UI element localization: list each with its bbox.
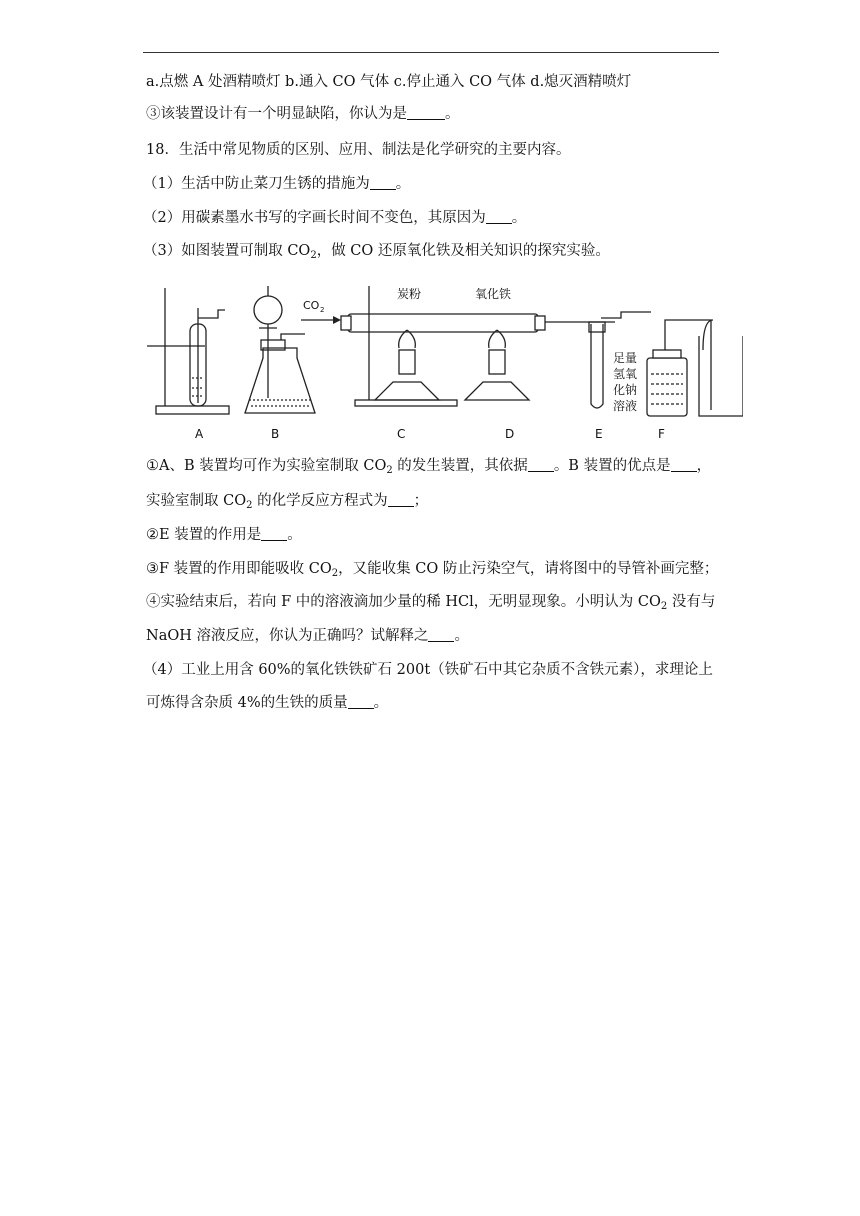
naoh-label-1: 足量 bbox=[613, 351, 638, 365]
co2-label: CO bbox=[303, 299, 320, 312]
text: 。 bbox=[511, 210, 527, 226]
question-18-3-1-cont bbox=[146, 491, 428, 511]
text: ③该装置设计有一个明显缺陷，你认为是 bbox=[146, 106, 407, 122]
apparatus-figure bbox=[143, 278, 743, 448]
text: 。 bbox=[373, 695, 389, 711]
iron-oxide-label: 氧化铁 bbox=[475, 287, 512, 301]
text: 18．生活中常见物质的区别、应用、制法是化学研究的主要内容。 bbox=[146, 142, 571, 158]
subscript: 2 bbox=[386, 465, 393, 476]
question-18-3-3 bbox=[146, 559, 718, 579]
text: 实验室制取 CO bbox=[146, 493, 247, 509]
text: ③F 装置的作用即能吸收 CO bbox=[146, 561, 332, 577]
figure-labels bbox=[195, 427, 665, 441]
question-defect bbox=[146, 104, 460, 124]
text: 的发生装置，其依据 bbox=[392, 458, 528, 474]
label-a: A bbox=[195, 427, 204, 441]
subscript: 2 bbox=[310, 250, 317, 261]
answer-blank[interactable] bbox=[528, 457, 554, 472]
text: NaOH 溶液反应，你认为正确吗？试解释之 bbox=[146, 628, 429, 644]
subscript: 2 bbox=[660, 601, 668, 612]
apparatus-f bbox=[647, 320, 743, 416]
text: （2）用碳素墨水书写的字画长时间不变色，其原因为 bbox=[143, 210, 486, 226]
label-e: E bbox=[595, 427, 603, 441]
carbon-label: 炭粉 bbox=[397, 287, 422, 301]
question-18-3-4-cont bbox=[146, 626, 469, 646]
option-line bbox=[146, 72, 631, 92]
question-18-3-4 bbox=[146, 592, 715, 612]
answer-blank[interactable] bbox=[370, 175, 396, 190]
question-18-3-2 bbox=[146, 525, 302, 545]
co2-sub: 2 bbox=[320, 306, 325, 314]
answer-blank[interactable] bbox=[428, 627, 454, 642]
text: （4）工业上用含 60%的氧化铁铁矿石 200t（铁矿石中其它杂质不含铁元素），求理论上 bbox=[143, 662, 713, 678]
subscript: 2 bbox=[246, 500, 253, 511]
text: 。 bbox=[445, 106, 460, 122]
text: 可炼得含杂质 4%的生铁的质量 bbox=[146, 695, 348, 711]
subscript: 2 bbox=[331, 568, 339, 579]
label-c: C bbox=[397, 427, 406, 441]
text: 没有与 bbox=[667, 594, 716, 610]
text: 的化学反应方程式为 bbox=[252, 493, 388, 509]
text: ； bbox=[413, 493, 429, 509]
naoh-label-3: 化钠 bbox=[613, 383, 638, 397]
co2-arrow bbox=[301, 299, 341, 324]
text: ，做 CO 还原氧化铁及相关知识的探究实验。 bbox=[316, 243, 610, 259]
answer-blank[interactable] bbox=[486, 209, 512, 224]
question-18-4-cont bbox=[146, 693, 388, 713]
question-18-2 bbox=[143, 208, 526, 228]
text: （1）生活中防止菜刀生锈的措施为 bbox=[143, 176, 370, 192]
text: 。B 装置的优点是 bbox=[553, 458, 671, 474]
question-18-title bbox=[146, 140, 570, 160]
label-f: F bbox=[658, 427, 665, 441]
text: （3）如图装置可制取 CO bbox=[143, 243, 311, 259]
text: ④实验结束后，若向 F 中的溶液滴加少量的稀 HCl，无明显现象。小明认为 CO bbox=[146, 594, 661, 610]
naoh-label-4: 溶液 bbox=[613, 399, 638, 413]
apparatus-a bbox=[147, 288, 229, 414]
text: ， bbox=[696, 458, 712, 474]
question-18-3 bbox=[143, 241, 610, 261]
apparatus-c-d bbox=[341, 286, 545, 406]
text: 。 bbox=[454, 628, 469, 644]
answer-blank[interactable] bbox=[388, 492, 414, 507]
text: ①A、B 装置均可作为实验室制取 CO bbox=[146, 458, 387, 474]
label-b: B bbox=[271, 427, 280, 441]
text: 。 bbox=[395, 176, 411, 192]
naoh-label-2: 氢氧 bbox=[613, 367, 638, 381]
text: ，又能收集 CO 防止污染空气，请将图中的导管补画完整； bbox=[338, 561, 719, 577]
answer-blank[interactable] bbox=[348, 694, 374, 709]
question-18-1 bbox=[143, 174, 410, 194]
answer-blank[interactable] bbox=[671, 457, 697, 472]
text: 。 bbox=[287, 527, 302, 543]
options-text: a.点燃 A 处酒精喷灯 b.通入 CO 气体 c.停止通入 CO 气体 d.熄灭酒精喷灯 bbox=[146, 74, 632, 90]
answer-blank[interactable] bbox=[261, 526, 287, 541]
label-d: D bbox=[505, 427, 515, 441]
question-18-4 bbox=[143, 660, 713, 680]
question-18-3-1 bbox=[146, 456, 711, 476]
header-rule bbox=[143, 52, 719, 53]
text: ②E 装置的作用是 bbox=[146, 527, 262, 543]
answer-blank[interactable] bbox=[407, 105, 445, 120]
